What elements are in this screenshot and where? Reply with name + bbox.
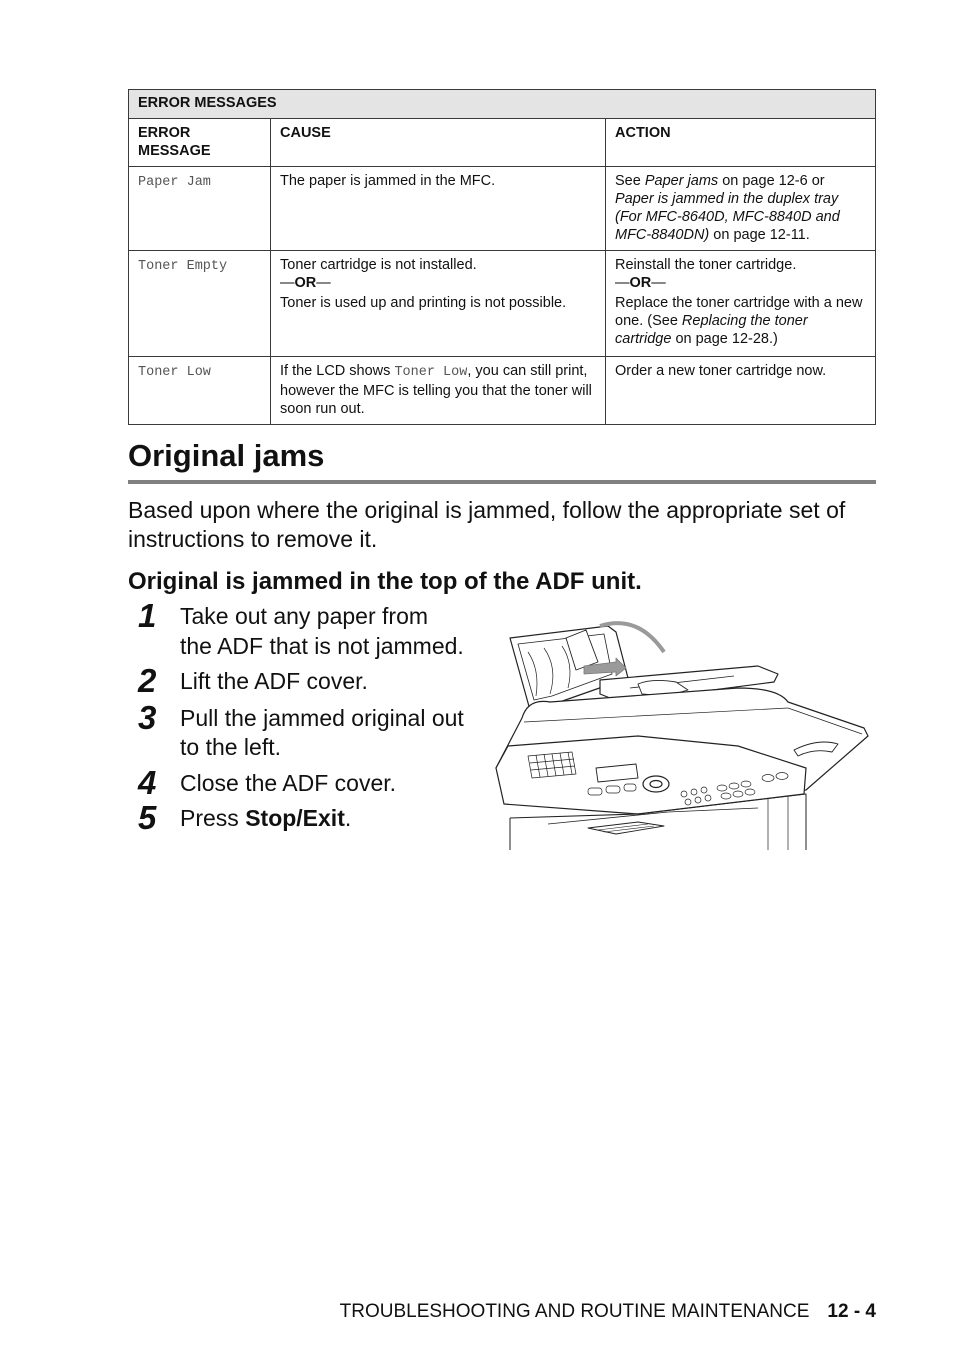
- step-text: Close the ADF cover.: [180, 769, 397, 796]
- step-text-part: Press: [180, 805, 246, 831]
- header-cause: CAUSE: [271, 119, 606, 167]
- step-item: [134, 799, 464, 836]
- or-label: OR: [294, 275, 317, 291]
- table-title: ERROR MESSAGES: [129, 90, 876, 119]
- action-text: on page 12-6 or: [718, 173, 825, 189]
- action-text: on page 12-11.: [709, 227, 810, 243]
- error-message-cell: Toner Low: [129, 357, 271, 425]
- lcd-code: Toner Low: [394, 365, 468, 380]
- action-text: See: [615, 173, 645, 189]
- header-action: ACTION: [606, 119, 876, 167]
- footer-chapter: TROUBLESHOOTING AND ROUTINE MAINTENANCE: [339, 1301, 810, 1322]
- action-cell: Order a new toner cartridge now.: [606, 357, 876, 425]
- action-text: Reinstall the toner cartridge.: [615, 257, 797, 273]
- subsection-heading: Original is jammed in the top of the ADF unit.: [128, 568, 642, 595]
- table-row: [129, 167, 876, 251]
- error-messages-table: [128, 89, 876, 425]
- table-row: [129, 357, 876, 425]
- action-text-part: Replace the toner cartridge with a new one. (See: [615, 295, 863, 329]
- header-error-message: ERROR MESSAGE: [129, 119, 271, 167]
- step-number: 1: [138, 597, 157, 634]
- cause-text: Toner cartridge is not installed.: [280, 257, 477, 273]
- action-cell: [606, 167, 876, 251]
- or-separator: —OR—: [615, 275, 666, 291]
- steps-list: [134, 597, 464, 836]
- action-text: [615, 294, 866, 348]
- error-message-cell: Paper Jam: [129, 167, 271, 251]
- mfc-printer-adf-icon: [488, 618, 874, 850]
- page-footer: [340, 1300, 876, 1324]
- heading-rule: [128, 480, 876, 484]
- step-number: 5: [138, 799, 157, 836]
- reference-link[interactable]: Replacing the toner cartridge: [615, 313, 808, 347]
- step-item: [134, 597, 464, 661]
- step-text: Pull the jammed original out to the left.: [180, 704, 464, 760]
- table-header-row: [129, 119, 876, 167]
- step-number: 4: [138, 763, 157, 801]
- or-separator: —OR—: [280, 275, 331, 291]
- cause-cell: The paper is jammed in the MFC.: [271, 167, 606, 251]
- section-heading: Original jams: [128, 438, 325, 473]
- cause-cell: [271, 357, 606, 425]
- step-text-part: .: [344, 805, 352, 831]
- reference-link[interactable]: Paper is jammed in the duplex tray (For MFC-8640D, MFC-8840D and MFC-8840DN): [615, 191, 840, 243]
- error-message-cell: Toner Empty: [129, 251, 271, 357]
- step-number: 3: [138, 698, 157, 736]
- step-item: [134, 698, 464, 763]
- table-row: [129, 251, 876, 357]
- step-text: [180, 805, 351, 831]
- stop-exit-key-label: Stop/Exit: [245, 805, 345, 831]
- or-label: OR: [629, 275, 652, 291]
- reference-link[interactable]: Paper jams: [644, 173, 719, 189]
- cause-text: , you can still print, however the MFC is telling you that the toner will soon run out.: [280, 363, 592, 417]
- step-text: Lift the ADF cover.: [180, 668, 368, 694]
- step-number: 2: [138, 662, 157, 699]
- action-cell: [606, 251, 876, 357]
- step-text: Take out any paper from the ADF that is not jammed.: [180, 603, 464, 659]
- page-number: 12 - 4: [827, 1301, 876, 1322]
- cause-text: Toner is used up and printing is not possible.: [280, 295, 567, 311]
- cause-cell: [271, 251, 606, 357]
- table-title-row: [129, 90, 876, 119]
- cause-text: If the LCD shows: [280, 363, 395, 379]
- step-item: [134, 662, 464, 699]
- action-text-part: on page 12-28.): [671, 331, 778, 347]
- step-item: [134, 763, 464, 801]
- section-intro: Based upon where the original is jammed, follow the appropriate set of instructions to remove it.: [128, 497, 846, 552]
